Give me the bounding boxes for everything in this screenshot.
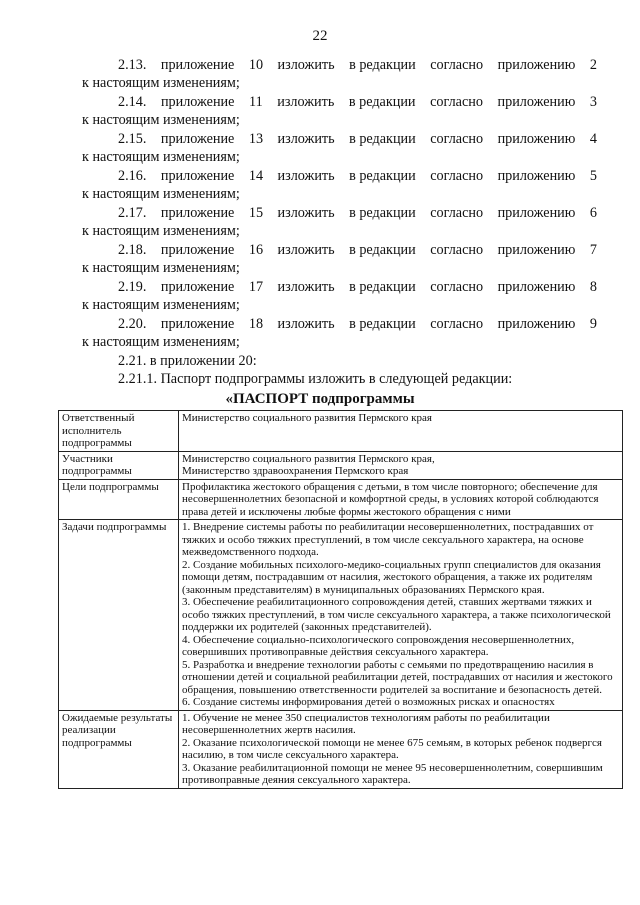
word-set: изложить (277, 205, 335, 221)
passport-table (58, 410, 623, 789)
word-set: изложить (277, 94, 335, 110)
item-tail: к настоящим изменениям; (82, 149, 240, 165)
row-value: Министерство социального развития Пермского края, Министерство здравоохранения Пермского края (179, 451, 623, 479)
word-red: в редакции (349, 131, 416, 147)
target-number: 8 (589, 279, 597, 295)
word-red: в редакции (349, 279, 416, 295)
word-app: приложение (160, 57, 235, 73)
word-app2: приложению (497, 279, 576, 295)
target-number: 5 (589, 168, 597, 184)
word-red: в редакции (349, 316, 416, 332)
amendment-item (82, 130, 597, 166)
target-number: 9 (589, 316, 597, 332)
word-set: изложить (277, 57, 335, 73)
word-app2: приложению (497, 316, 576, 332)
word-sogl: согласно (430, 279, 484, 295)
app-number: 17 (248, 279, 264, 295)
row-value: Профилактика жестокого обращения с детьми, в том числе повторного; обеспечение для несовершеннолетних безопасной и комфортной среды, в условиях которой соблюдаются права детей и исключены любые формы жестокого обращения с ними (179, 479, 623, 520)
target-number: 2 (589, 57, 597, 73)
item-tail: к настоящим изменениям; (82, 112, 240, 128)
amendment-list (82, 56, 597, 352)
amendment-item (82, 167, 597, 203)
word-set: изложить (277, 168, 335, 184)
item-tail: к настоящим изменениям; (82, 334, 240, 350)
word-sogl: согласно (430, 205, 484, 221)
tasks-list (179, 520, 623, 711)
word-app: приложение (160, 316, 235, 332)
result-item: 3. Оказание реабилитационной помощи не менее 95 несовершеннолетним, совершившим противоправные деяния сексуального характера. (182, 761, 603, 786)
row-label: Цели подпрограммы (59, 479, 179, 520)
item-number: 2.18. (118, 242, 147, 258)
word-app: приложение (160, 131, 235, 147)
amendment-item (82, 93, 597, 129)
results-label: Ожидаемые результаты реализации подпрограммы (59, 710, 179, 788)
target-number: 3 (589, 94, 597, 110)
item-tail: к настоящим изменениям; (82, 75, 240, 91)
word-app: приложение (160, 279, 235, 295)
amendment-item (82, 204, 597, 240)
word-sogl: согласно (430, 57, 484, 73)
app-number: 14 (248, 168, 264, 184)
word-red: в редакции (349, 168, 416, 184)
row-label: Участники подпрограммы (59, 451, 179, 479)
result-item: 1. Обучение не менее 350 специалистов технологиям работы по реабилитации несовершеннолетних жертв насилия. (182, 711, 550, 736)
item-number: 2.16. (118, 168, 147, 184)
item-number: 2.19. (118, 279, 147, 295)
paragraph-2-21-1: 2.21.1. Паспорт подпрограммы изложить в следующей редакции: (118, 371, 513, 387)
word-sogl: согласно (430, 131, 484, 147)
item-tail: к настоящим изменениям; (82, 223, 240, 239)
task-item: 6. Создание системы информирования детей о возможных рисках и опасностях (182, 696, 555, 708)
item-number: 2.17. (118, 205, 147, 221)
row-value: Министерство социального развития Пермского края (179, 411, 623, 452)
item-number: 2.13. (118, 57, 147, 73)
word-red: в редакции (349, 205, 416, 221)
tasks-label: Задачи подпрограммы (59, 520, 179, 711)
word-red: в редакции (349, 242, 416, 258)
word-set: изложить (277, 279, 335, 295)
app-number: 16 (248, 242, 264, 258)
passport-row (59, 411, 623, 452)
target-number: 6 (589, 205, 597, 221)
target-number: 7 (589, 242, 597, 258)
word-app2: приложению (497, 131, 576, 147)
word-app2: приложению (497, 57, 576, 73)
word-sogl: согласно (430, 316, 484, 332)
word-set: изложить (277, 131, 335, 147)
passport-title: «ПАСПОРТ подпрограммы (225, 391, 415, 407)
app-number: 15 (248, 205, 264, 221)
item-tail: к настоящим изменениям; (82, 297, 240, 313)
amendment-item (82, 315, 597, 351)
word-app2: приложению (497, 168, 576, 184)
results-list (179, 710, 623, 788)
passport-row-results (59, 710, 623, 788)
target-number: 4 (589, 131, 597, 147)
paragraph-2-21: 2.21. в приложении 20: (118, 353, 257, 369)
app-number: 10 (248, 57, 264, 73)
word-sogl: согласно (430, 242, 484, 258)
task-item: 5. Разработка и внедрение технологии работы с семьями по предотвращению насилия в отношении детей и социальной реабилитации детей, пострадавших от насилия и жестокого обращения, повышению ответственности родителей за воспитание и безопасность детей. (182, 658, 613, 696)
item-number: 2.20. (118, 316, 147, 332)
amendment-item (82, 241, 597, 277)
row-label: Ответственный исполнитель подпрограммы (59, 411, 179, 452)
word-set: изложить (277, 316, 335, 332)
item-number: 2.14. (118, 94, 147, 110)
word-red: в редакции (348, 94, 416, 110)
task-item: 4. Обеспечение социально-психологического сопровождения несовершеннолетних, совершивших противоправные действия сексуального характера. (182, 633, 575, 658)
amendment-item (82, 278, 597, 314)
word-red: в редакции (349, 57, 416, 73)
word-sogl: согласно (430, 94, 483, 110)
task-item: 3. Обеспечение реабилитационного сопровождения детей, ставших жертвами тяжких и особо тяжких преступлений, в том числе сексуального характера, а также психологической поддержки их родителей (законных представителей). (182, 596, 611, 633)
passport-row-tasks (59, 520, 623, 711)
app-number: 18 (248, 316, 264, 332)
word-app: приложение (160, 168, 235, 184)
task-item: 1. Внедрение системы работы по реабилитации несовершеннолетних, пострадавших от тяжких и особо тяжких преступлений, в том числе сексуального характера, на основе межведомственного подхода. (182, 521, 594, 558)
word-app2: приложению (497, 94, 576, 110)
task-item: 2. Создание мобильных психолого-медико-социальных групп специалистов для оказания помощи детям, пострадавшим от насилия, жестокого обращения, а также их родителям (законным представителям) в муниципальных образованиях Пермского края. (182, 558, 601, 596)
passport-row (59, 479, 623, 520)
word-set: изложить (277, 242, 335, 258)
word-app: приложение (160, 242, 235, 258)
word-app2: приложению (497, 242, 576, 258)
result-item: 2. Оказание психологической помощи не менее 675 семьям, в которых ребенок подвергся насилию, в том числе сексуального характера. (182, 736, 602, 761)
word-app2: приложению (497, 205, 576, 221)
item-number: 2.15. (118, 131, 147, 147)
word-sogl: согласно (430, 168, 484, 184)
page-number: 22 (312, 28, 328, 44)
passport-row (59, 451, 623, 479)
word-app: приложение (160, 205, 235, 221)
app-number: 13 (248, 131, 264, 147)
amendment-item (82, 56, 597, 92)
word-app: приложение (160, 94, 235, 110)
item-tail: к настоящим изменениям; (82, 186, 240, 202)
app-number: 11 (249, 94, 263, 110)
item-tail: к настоящим изменениям; (82, 260, 240, 276)
